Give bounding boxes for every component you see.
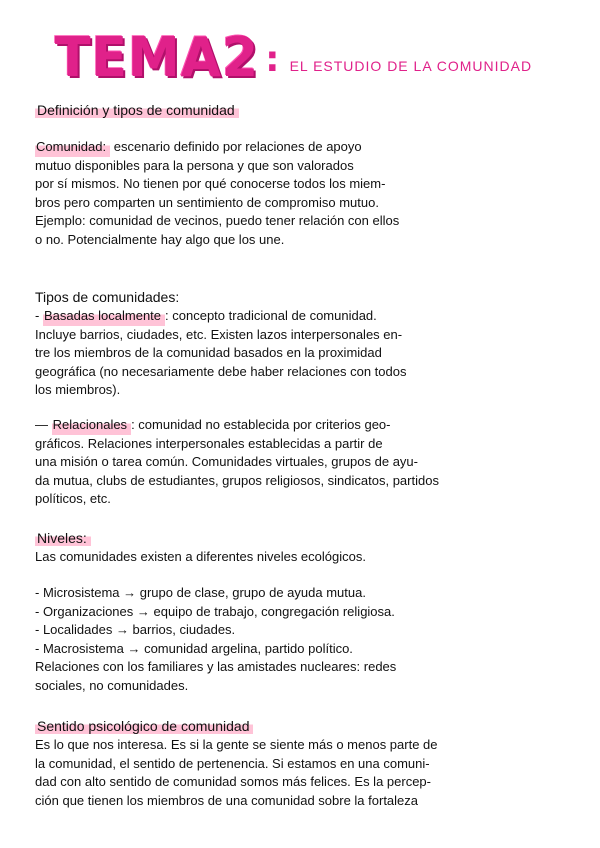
relacionales-line-4: da mutua, clubs de estudiantes, grupos religiosos, sindicatos, partidos [35, 472, 439, 488]
comunidad-line-5: Ejemplo: comunidad de vecinos, puedo tener relación con ellos [35, 213, 400, 228]
comunidad-line-2: mutuo disponibles para la persona y que son valorados [35, 157, 354, 173]
comunidad-line-3: por sí mismos. No tienen por qué conocerse todos los miem- [35, 176, 386, 191]
definition-heading: Definición y tipos de comunidad [35, 102, 239, 118]
comunidad-paragraph [35, 138, 575, 249]
basadas-paragraph [35, 307, 575, 400]
tipos-heading: Tipos de comunidades: [35, 289, 180, 305]
sentido-line-3: dad con alto sentido de comunidad somos más felices. Es la percep- [35, 774, 431, 789]
niveles-extra-line-1: Relaciones con los familiares y las amistades nucleares: redes [35, 659, 397, 674]
topic-subtitle: EL ESTUDIO DE LA COMUNIDAD [289, 58, 533, 74]
comunidad-line-1: Comunidad: escenario definido por relaciones de apoyo [35, 138, 575, 157]
niveles-item-localidades: - Localidades → barrios, ciudades. [35, 622, 236, 637]
basadas-line-5: los miembros). [35, 382, 121, 397]
sentido-line-2: la comunidad, el sentido de pertenencia. Si estamos en una comuni- [35, 755, 430, 771]
topic-title: TEMA2 [55, 26, 260, 90]
comunidad-line-4: bros pero comparten un sentimiento de compromiso mutuo. [35, 194, 379, 210]
niveles-intro: Las comunidades existen a diferentes niveles ecológicos. [35, 549, 366, 564]
sentido-line-4: ción que tienen los miembros de una comunidad sobre la fortaleza [35, 792, 419, 808]
niveles-list [35, 584, 575, 695]
comunidad-label: Comunidad: [35, 138, 110, 157]
sentido-line-1: Es lo que nos interesa. Es si la gente se siente más o menos parte de [35, 737, 438, 752]
comunidad-line-6: o no. Potencialmente hay algo que los une. [35, 231, 285, 247]
niveles-heading: Niveles: [35, 530, 91, 546]
relacionales-line-5: políticos, etc. [35, 491, 111, 506]
relacionales-label: Relacionales [52, 416, 131, 435]
basadas-line-3: tre los miembros de la comunidad basados en la proximidad [35, 345, 382, 360]
title-colon: : [265, 39, 280, 80]
relacionales-line-3: una misión o tarea común. Comunidades virtuales, grupos de ayu- [35, 454, 418, 469]
relacionales-line-1: — Relacionales : comunidad no establecida por criterios geo- [35, 416, 575, 435]
tipos-heading-block [35, 287, 575, 306]
relacionales-line-2: gráficos. Relaciones interpersonales establecidas a partir de [35, 435, 383, 451]
relacionales-paragraph [35, 416, 575, 509]
niveles-item-macrosistema: - Macrosistema → comunidad argelina, partido político. [35, 640, 353, 656]
basadas-line-2: Incluye barrios, ciudades, etc. Existen lazos interpersonales en- [35, 326, 403, 342]
sentido-heading-block [35, 716, 575, 735]
niveles-extra-line-2: sociales, no comunidades. [35, 677, 189, 693]
basadas-line-4: geográfica (no necesariamente debe haber relaciones con todos [35, 363, 407, 379]
niveles-item-organizaciones: - Organizaciones → equipo de trabajo, congregación religiosa. [35, 603, 395, 619]
basadas-label: Basadas localmente [43, 307, 165, 326]
niveles-item-microsistema: - Microsistema → grupo de clase, grupo de ayuda mutua. [35, 585, 366, 600]
definition-heading-block [35, 100, 575, 119]
sentido-heading: Sentido psicológico de comunidad [35, 718, 253, 734]
sentido-paragraph [35, 736, 575, 810]
niveles-intro-block [35, 548, 575, 567]
niveles-heading-block [35, 528, 575, 547]
basadas-line-1: - Basadas localmente : concepto tradicional de comunidad. [35, 307, 575, 326]
title-bar [55, 20, 533, 90]
